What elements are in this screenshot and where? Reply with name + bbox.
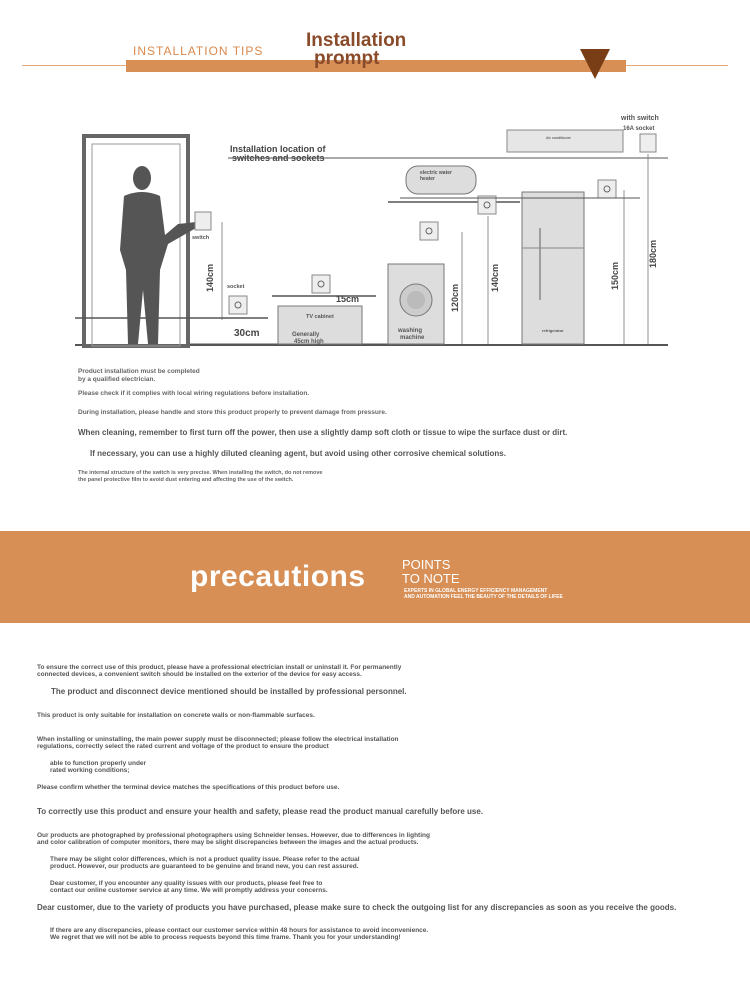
washing-label-1: washing: [398, 328, 423, 334]
note-line: Please check if it complies with local wiring regulations before installation.: [78, 390, 310, 397]
precaution-line: Dear customer, if you encounter any quality issues with our products, please feel free to: [50, 880, 323, 887]
precaution-line: and color calibration of computer monitors, there may be slight discrepancies between the images and the actual products.: [37, 839, 419, 846]
air-conditioner-label: Air conditioner: [546, 136, 571, 140]
tagline-2: AND AUTOMATION FEEL THE BEAUTY OF THE DETAILS OF LIFEE: [404, 594, 563, 600]
precaution-line: connected devices, a convenient switch should be installed on the exterior of the device for easy access.: [37, 671, 362, 678]
dim-30-label: 30cm: [234, 328, 260, 339]
note-line: When cleaning, remember to first turn off the power, then use a slightly damp soft cloth or tissue to wipe the surface dust or dirt.: [78, 428, 568, 437]
socket-label: socket: [227, 284, 245, 290]
precaution-line: contact our online customer service at any time. We will promptly address your concerns.: [50, 887, 328, 894]
note-line: The internal structure of the switch is very precise. When installing the switch, do not remove: [78, 470, 323, 476]
socket-box-ac: [640, 134, 656, 152]
tv-cabinet-label: TV cabinet: [306, 314, 334, 320]
socket-box-washer: [420, 222, 438, 240]
with-switch-label: with switch: [621, 115, 659, 122]
installation-tips-label: INSTALLATION TIPS: [133, 44, 264, 58]
socket-box-left: [229, 296, 247, 314]
title-line-2: prompt: [314, 48, 380, 69]
precaution-line: If there are any discrepancies, please contact our customer service within 48 hours for assistance to avoid inconvenience.: [50, 927, 429, 934]
precaution-line: We regret that we will not be able to process requests beyond this time frame. Thank you for your understanding!: [50, 934, 401, 941]
switch-box: [195, 212, 211, 230]
precaution-line: Please confirm whether the terminal device matches the specifications of this product before use.: [37, 784, 340, 791]
installation-diagram: [0, 100, 750, 360]
dim-15-label: 15cm: [336, 294, 360, 304]
page-title: [306, 32, 406, 68]
precaution-line: The product and disconnect device mentioned should be installed by professional personnel.: [51, 687, 407, 696]
note-line: During installation, please handle and store this product properly to prevent damage from pressure.: [78, 409, 387, 416]
water-heater-label-1: electric water: [420, 170, 452, 176]
precautions-banner: [0, 531, 750, 623]
dim-140-left-label: 140cm: [205, 263, 215, 292]
dim-150-label: 150cm: [610, 261, 620, 290]
precaution-line: regulations, correctly select the rated current and voltage of the product to ensure the product: [37, 743, 329, 750]
precaution-line: To correctly use this product and ensure your health and safety, please read the product manual carefully before use.: [37, 807, 484, 816]
precaution-line: To ensure the correct use of this product, please have a professional electrician install or uninstall it. For permanently: [37, 664, 402, 671]
dim-180-label: 180cm: [648, 239, 658, 268]
washing-label-2: machine: [400, 335, 425, 341]
socket-box-tv: [312, 275, 330, 293]
precaution-line: product. However, our products are guaranteed to be genuine and brand new, you can rest assured.: [50, 863, 359, 870]
generally-label-2: 45cm high: [294, 339, 324, 345]
refrigerator-label: refrigerator: [542, 328, 564, 333]
socket-box-heater: [478, 196, 496, 214]
water-heater-label-2: heater: [420, 176, 436, 182]
title-line-1: Installation: [306, 30, 407, 51]
note-line: by a qualified electrician.: [78, 376, 156, 383]
precaution-line: able to function properly under: [50, 760, 147, 767]
precaution-line: Our products are photographed by professional photographers using Schneider lenses. However, due to differences in lighting: [37, 832, 430, 839]
note-line: the panel protective film to avoid dust entering and affecting the use of the switch.: [78, 477, 294, 483]
precaution-line: When installing or uninstalling, the main power supply must be disconnected; please follow the electrical installation: [37, 736, 399, 743]
precaution-line: Dear customer, due to the variety of products you have purchased, please make sure to check the outgoing list for any discrepancies as soon as you receive the goods.: [37, 903, 677, 912]
air-conditioner: [507, 130, 623, 152]
switch-label: switch: [192, 235, 210, 241]
generally-label-1: Generally: [292, 332, 320, 338]
precautions-title: precautions: [190, 560, 366, 593]
points-to-note: [402, 558, 460, 586]
socket-16a-label: 16A socket: [623, 126, 655, 132]
dim-120-label: 120cm: [450, 283, 460, 312]
precaution-line: This product is only suitable for installation on concrete walls or non-flammable surfaces.: [37, 712, 315, 719]
note-line: Product installation must be completed: [78, 368, 200, 375]
socket-box-fridge: [598, 180, 616, 198]
dim-140-right-label: 140cm: [490, 263, 500, 292]
precaution-line: There may be slight color differences, which is not a product quality issue. Please refer to the actual: [50, 856, 360, 863]
to-note-label: TO NOTE: [402, 571, 460, 586]
diagram-heading-2: switches and sockets: [232, 153, 325, 163]
tagline-1: EXPERTS IN GLOBAL ENERGY EFFICIENCY MANAGEMENT: [404, 588, 548, 594]
refrigerator: [522, 192, 584, 344]
points-label: POINTS: [402, 557, 451, 572]
note-line: If necessary, you can use a highly diluted cleaning agent, but avoid using other corrosive chemical solutions.: [90, 449, 506, 458]
precaution-line: rated working conditions;: [50, 767, 130, 774]
triangle-marker-icon: [580, 49, 610, 79]
banner-tagline: [404, 588, 563, 600]
diagram-heading-1: Installation location of: [230, 144, 326, 154]
